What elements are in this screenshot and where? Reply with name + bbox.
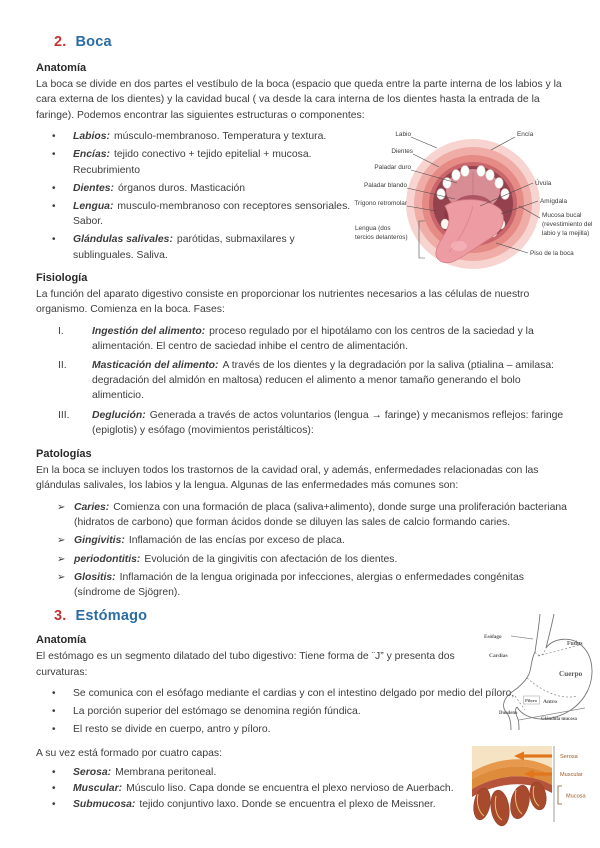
label-lengua-line2: tercios delanteros) xyxy=(355,234,408,241)
label-lengua-line1: Lengua (dos xyxy=(355,225,391,232)
stomach-anatomy-item xyxy=(52,722,544,737)
bullet-icon: • xyxy=(52,799,56,811)
phase-item xyxy=(58,324,567,354)
item-text: La porción superior del estómago se denomina región fúndica. xyxy=(73,706,361,718)
item-text: Dientes: órganos duros. Masticación xyxy=(73,182,246,194)
pathology-item xyxy=(57,533,567,548)
bullet-icon: • xyxy=(52,201,56,213)
label-encia: Encía xyxy=(517,131,534,138)
label-antro: Antro xyxy=(543,699,557,705)
arrow-bullet-icon: ➢ xyxy=(57,571,66,583)
mouth-structure-item xyxy=(52,129,354,144)
bullet-icon: • xyxy=(52,234,56,246)
section-heading-boca xyxy=(36,34,567,50)
bullet-icon: • xyxy=(52,149,56,161)
mouth-anatomy-figure xyxy=(333,126,597,288)
label-cardias: Cardias xyxy=(489,653,508,659)
phase-item xyxy=(58,358,567,404)
mouth-structure-item xyxy=(52,181,354,196)
label-mucosa: Mucosa xyxy=(566,793,586,800)
anatomia-estomago-paragraph: El estómago es un segmento dilatado del tubo digestivo: Tiene forma de ¨J” y presenta dos curvaturas: xyxy=(36,651,455,678)
mouth-structure-item xyxy=(52,147,354,177)
section-title: Estómago xyxy=(75,608,148,625)
label-paladar-duro: Paladar duro xyxy=(374,164,411,171)
stomach-diagram-svg xyxy=(483,612,600,734)
histology-svg xyxy=(466,742,600,834)
mouth-structure-item xyxy=(52,199,354,229)
section-number: 2. xyxy=(54,34,67,50)
item-text: Muscular: Músculo liso. Capa donde se encuentra el plexo nervioso de Auerbach. xyxy=(73,783,454,795)
item-text: El resto se divide en cuerpo, antro y píloro. xyxy=(73,724,271,736)
fisiologia-paragraph: La función del aparato digestivo consiste en proporcionar los nutrientes necesarios a las células de nuestro organismo. Comienza en la boca. Fases: xyxy=(36,288,530,316)
bullet-icon: • xyxy=(52,182,56,194)
item-text: Serosa: Membrana peritoneal. xyxy=(73,766,217,778)
bullet-icon: • xyxy=(52,724,56,736)
item-text: Deglución: Generada a través de actos voluntarios (lengua → faringe) y mecanismos reflejos: faringe (epiglotis) y esófago (movimientos peristálticos): xyxy=(92,409,564,436)
item-text: Masticación del alimento: A través de los dientes y la degradación por la saliva (ptialina – amilasa: degradación del almidón en maltosa) reducen el alimento a menor tamaño generando el bolo alimenticio. xyxy=(92,360,554,402)
item-text: Labios: músculo-membranoso. Temperatura y textura. xyxy=(73,131,327,143)
item-text: Glándulas salivales: parótidas, submaxilares y sublinguales. Saliva. xyxy=(73,234,295,261)
item-text: Lengua: musculo-membranoso con receptores sensoriales. Sabor. xyxy=(73,201,351,228)
label-labio: Labio xyxy=(395,131,411,138)
label-serosa: Serosa xyxy=(560,754,578,760)
label-trigono: Trígono retromolar xyxy=(354,200,407,207)
item-text: Ingestión del alimento: proceso regulado por el hipotálamo con los centros de la saciedad y la alimentación. El centro de saciedad inhibe el centro de alimentación. xyxy=(92,325,534,352)
pathologies-list xyxy=(57,500,567,600)
stomach-anatomy-list xyxy=(52,686,544,738)
label-glandula-mucosa: Glándula mucosa xyxy=(541,717,577,722)
arrow-bullet-icon: ➢ xyxy=(57,535,66,547)
item-text: Se comunica con el esófago mediante el cardias y con el intestino delgado por medio del píloro, xyxy=(73,687,515,699)
phase-item xyxy=(58,408,567,438)
label-esofago: Esófago xyxy=(484,634,502,640)
label-cuerpo: Cuerpo xyxy=(559,670,583,678)
section-title: Boca xyxy=(75,34,112,50)
label-fundus: Fudus xyxy=(567,641,583,647)
roman-numeral: III. xyxy=(58,409,70,421)
stomach-anatomy-item xyxy=(52,704,544,719)
label-mucosa-line2: (revestimiento del xyxy=(542,221,593,228)
label-uvula: Úvula xyxy=(535,180,552,187)
item-text: Caries: Comienza con una formación de placa (saliva+alimento), donde surge una proliferación bacteriana (hidratos de carbono) que forman ácidos donde se diluyen las sales de calcio formando caries. xyxy=(74,501,567,529)
bullet-icon: • xyxy=(52,783,56,795)
item-text: periodontitis: Evolución de la gingivitis con afectación de los dientes. xyxy=(74,553,398,565)
subheading-anatomia-boca: Anatomía xyxy=(36,62,87,74)
anatomia-boca-paragraph: La boca se divide en dos partes el vestíbulo de la boca (espacio que queda entre la parte interna de los labios y la cara externa de los dientes) y la cavidad bucal ( va desde la cara interna de los dientes hasta la entrada de la faringe). Podemos encontrar las siguientes estructuras o componentes: xyxy=(36,79,562,121)
pathology-item xyxy=(57,500,567,530)
label-piloro: Píloro xyxy=(525,698,537,703)
bullet-icon: • xyxy=(52,131,56,143)
mouth-diagram-svg xyxy=(333,126,597,288)
section-number: 3. xyxy=(54,608,67,625)
label-muscular: Muscular xyxy=(560,772,583,778)
subheading-anatomia-estomago: Anatomía xyxy=(36,634,87,647)
item-text: Gingivitis: Inflamación de las encías por exceso de placa. xyxy=(74,535,345,547)
pathology-item xyxy=(57,570,567,600)
bullet-icon: • xyxy=(52,687,56,699)
arrow-bullet-icon: ➢ xyxy=(57,553,66,565)
label-amigdala: Amígdala xyxy=(540,198,567,205)
stomach-anatomy-item xyxy=(52,686,544,701)
pathology-item xyxy=(57,552,567,567)
label-piso: Piso de la boca xyxy=(530,250,574,257)
label-dientes: Dientes xyxy=(391,148,413,155)
patologias-paragraph: En la boca se incluyen todos los trastornos de la cavidad oral, y además, enfermedades relacionadas con las glándulas salivales, los labios y la lengua. Algunas de las enfermedades más comunes son: xyxy=(36,465,539,492)
mouth-structure-item xyxy=(52,232,354,262)
subheading-patologias: Patologías xyxy=(36,448,92,461)
roman-numeral: I. xyxy=(58,325,64,337)
item-text: Encías: tejido conectivo + tejido epitelial + mucosa. Recubrimiento xyxy=(73,149,312,176)
stomach-wall-histology-figure xyxy=(466,742,600,834)
digestion-phases-list xyxy=(58,324,567,438)
item-text: Glositis: Inflamación de la lengua originada por infecciones, alergias o enfermedades congénitas (síndrome de Sjögren). xyxy=(74,571,524,598)
bullet-icon: • xyxy=(52,706,56,718)
mouth-structures-list xyxy=(52,129,354,263)
item-text: Submucosa: tejido conjuntivo laxo. Donde se encuentra el plexo de Meissner. xyxy=(73,799,436,811)
stomach-diagram-figure xyxy=(483,612,600,734)
label-paladar-blando: Paladar blando xyxy=(364,182,407,189)
arrow-bullet-icon: ➢ xyxy=(57,501,66,513)
bullet-icon: • xyxy=(52,766,56,778)
roman-numeral: II. xyxy=(58,360,67,372)
layers-intro: A su vez está formado por cuatro capas: xyxy=(36,747,222,759)
mucosa-bracket xyxy=(558,786,562,804)
subheading-fisiologia: Fisiología xyxy=(36,271,88,284)
label-mucosa-line1: Mucosa bucal xyxy=(542,212,582,219)
label-mucosa-line3: labio y la mejilla) xyxy=(542,230,590,237)
label-duodeno: Duodeno xyxy=(499,711,518,716)
